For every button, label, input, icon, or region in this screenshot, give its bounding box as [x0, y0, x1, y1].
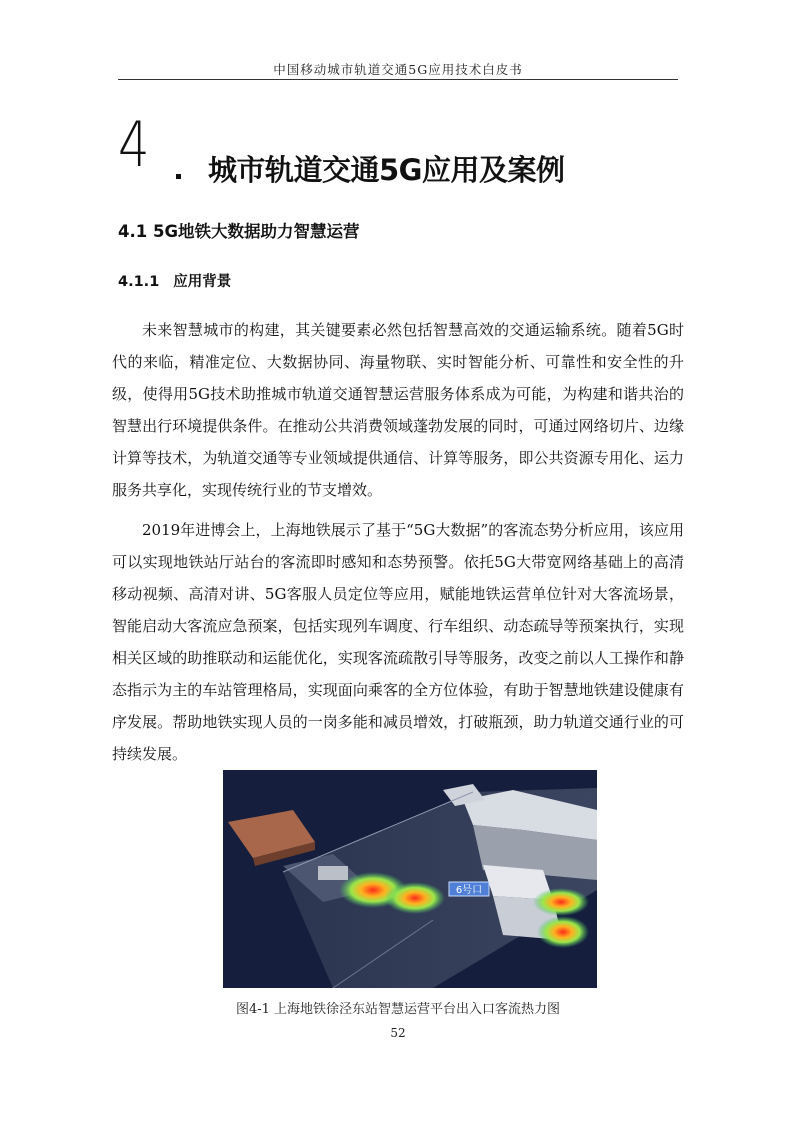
- station-heatmap-figure: [223, 770, 597, 988]
- header-divider: [118, 79, 678, 80]
- running-header: 中国移动城市轨道交通5G应用技术白皮书: [273, 62, 523, 77]
- heat-spot: [385, 882, 445, 914]
- chapter-number: 4: [118, 108, 150, 181]
- subsection-title: 应用背景: [173, 274, 232, 290]
- chapter-number-dot: [176, 174, 181, 179]
- station-3d-model: [223, 770, 597, 988]
- heat-spot: [537, 916, 589, 948]
- heat-spot: [533, 888, 589, 916]
- section-title: 4.1 5G地铁大数据助力智慧运营: [118, 222, 360, 241]
- chapter-title: 城市轨道交通5G应用及案例: [208, 153, 565, 187]
- body-paragraph: 未来智慧城市的构建，其关键要素必然包括智慧高效的交通运输系统。随着5G时代的来临，精准定位、大数据协同、海量物联、实时智能分析、可靠性和安全性的升级，使得用5G技术助推城市轨道交通智慧运营服务体系成为可能，为构建和谐共治的智慧出行环境提供条件。在推动公共消费领域蓬勃发展的同时，可通过网络切片、边缘计算等技术，为轨道交通等专业领域提供通信、计算等服务，即公共资源专用化、运力服务共享化，实现传统行业的节支增效。: [112, 321, 684, 499]
- exit-sign-label: 6号口: [455, 885, 483, 896]
- body-paragraph: 2019年进博会上，上海地铁展示了基于“5G大数据”的客流态势分析应用，该应用可以实现地铁站厅站台的客流即时感知和态势预警。依托5G大带宽网络基础上的高清移动视频、高清对讲、5G客服人员定位等应用，赋能地铁运营单位针对大客流场景，智能启动大客流应急预案，包括实现列车调度、行车组织、动态疏导等预案执行，实现相关区域的助推联动和运能优化，实现客流疏散引导等服务，改变之前以人工操作和静态指示为主的车站管理格局，实现面向乘客的全方位体验，有助于智慧地铁建设健康有序发展。帮助地铁实现人员的一岗多能和减员增效，打破瓶颈，助力轨道交通行业的可持续发展。: [112, 521, 684, 763]
- subsection-number: 4.1.1: [118, 274, 160, 290]
- figure-caption: 图4-1 上海地铁徐泾东站智慧运营平台出入口客流热力图: [235, 1002, 561, 1017]
- subsection-heading: [118, 270, 231, 291]
- page-number: 52: [390, 1026, 406, 1040]
- crowd: [318, 866, 348, 880]
